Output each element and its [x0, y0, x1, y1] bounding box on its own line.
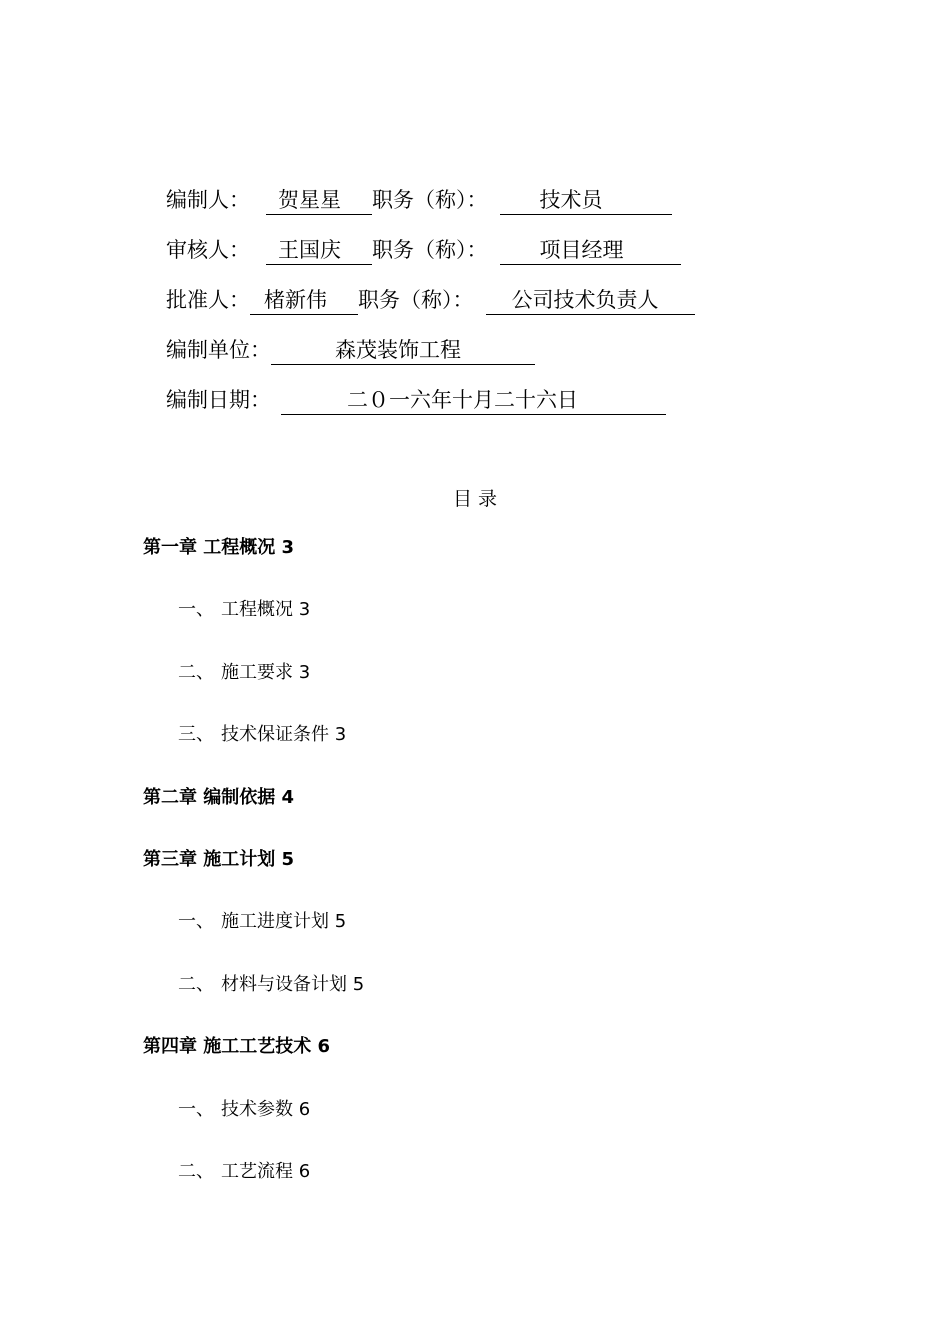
- reviewer-row: [166, 233, 681, 267]
- toc-section[interactable]: [178, 596, 310, 624]
- toc-section[interactable]: [178, 908, 346, 936]
- toc-section-text: 施工进度计划 5: [221, 911, 347, 932]
- toc-section[interactable]: [178, 971, 364, 999]
- toc-chapter-text: 第三章 施工计划 5: [143, 849, 295, 870]
- approver-label: 批准人：: [166, 288, 250, 312]
- toc-chapter-text: 第二章 编制依据 4: [143, 787, 295, 808]
- toc-section[interactable]: [178, 721, 346, 749]
- unit-row: [166, 333, 535, 367]
- unit-value: 森茂装饰工程: [271, 336, 535, 365]
- toc-section-text: 技术参数 6: [221, 1099, 311, 1120]
- toc-section-text: 材料与设备计划 5: [221, 974, 365, 995]
- toc-section-number: 一、: [178, 911, 214, 932]
- toc-chapter[interactable]: [143, 534, 294, 562]
- date-value: 二０一六年十月二十六日: [281, 386, 666, 415]
- toc-chapter[interactable]: [143, 1033, 330, 1061]
- toc-title: 目 录: [452, 488, 498, 510]
- toc-chapter-text: 第一章 工程概况 3: [143, 537, 295, 558]
- date-label: 编制日期：: [166, 388, 271, 412]
- compiler-label: 编制人：: [166, 188, 250, 212]
- toc-section[interactable]: [178, 1158, 310, 1186]
- compiler-name: 贺星星: [266, 186, 372, 215]
- toc-section-number: 一、: [178, 1099, 214, 1120]
- approver-title-label: 职务（称）：: [358, 288, 474, 312]
- toc-section[interactable]: [178, 659, 310, 687]
- toc-chapter[interactable]: [143, 784, 294, 812]
- approver-title: 公司技术负责人: [486, 286, 695, 315]
- toc-chapter-text: 第四章 施工工艺技术 6: [143, 1036, 331, 1057]
- toc-section-number: 一、: [178, 599, 214, 620]
- date-row: [166, 383, 666, 417]
- toc-section-text: 工程概况 3: [221, 599, 311, 620]
- toc-section-text: 施工要求 3: [221, 662, 311, 683]
- toc-section-number: 三、: [178, 724, 214, 745]
- reviewer-name: 王国庆: [266, 236, 372, 265]
- reviewer-title: 项目经理: [500, 236, 681, 265]
- toc-section-text: 工艺流程 6: [221, 1161, 311, 1182]
- toc-chapter[interactable]: [143, 846, 294, 874]
- reviewer-title-label: 职务（称）：: [372, 238, 488, 262]
- toc-section-text: 技术保证条件 3: [221, 724, 347, 745]
- toc-section-number: 二、: [178, 662, 214, 683]
- compiler-title-label: 职务（称）：: [372, 188, 488, 212]
- unit-label: 编制单位：: [166, 338, 271, 362]
- toc-section[interactable]: [178, 1096, 310, 1124]
- toc-section-number: 二、: [178, 1161, 214, 1182]
- reviewer-label: 审核人：: [166, 238, 250, 262]
- approver-row: [166, 283, 695, 317]
- compiler-row: [166, 183, 672, 217]
- toc-section-number: 二、: [178, 974, 214, 995]
- compiler-title: 技术员: [500, 186, 672, 215]
- approver-name: 楮新伟: [250, 286, 358, 315]
